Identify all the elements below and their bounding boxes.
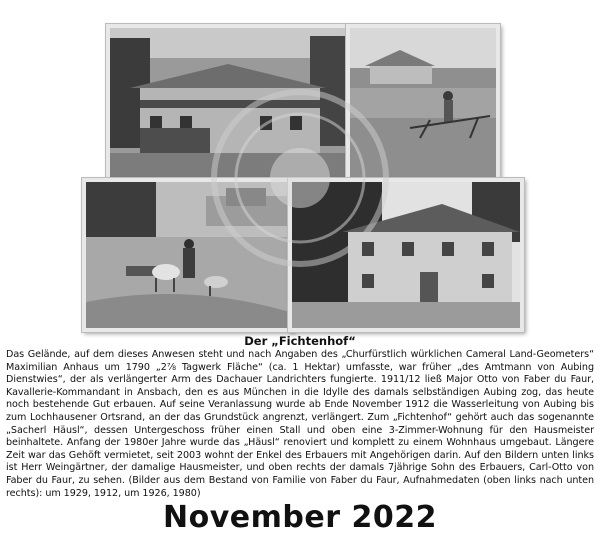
calendar-month-title: November 2022 [163, 500, 437, 535]
photo-goat-cart-1926 [82, 178, 294, 332]
caption-title: Der „Fichtenhof“ [244, 334, 356, 348]
photo-boy-plough-1912 [346, 24, 500, 182]
caption-body: Das Gelände, auf dem dieses Anwesen steht und nach Angaben des „Churfürstlich würklichen Cameral Land-Geometers“ Maximilian Anhaus um 1790 „2⅞ Tagwerk Fläche“ (ca. 1 Hektar) umfasste, war früher „des Amtmann von Aubing Dienstwies“, der als verlängerter Arm des Dachauer Landrichters fungierte. 1911/12 ließ Major Otto von Faber du Faur, Kavallerie-Kommandant in Ansbach, den es aus München in die Idylle des damals selbständigen Aubing zog, das heute noch bestehende Gut erbauen. Auf seine Veranlassung wurde ab Ende November 1912 die Wasserleitung von Aubing bis zum Lochhausener Ortsrand, an der das Grundstück angrenzt, verlängert. Zum „Fichtenhof“ gehört auch das sogenannte „Sacherl Häusl“, dessen Untergeschoss früher einen Stall und oben eine 3-Zimmer-Wohnung für den Hausmeister beinhaltete. Anfang der 1980er Jahre wurde das „Häusl“ renoviert und komplett zu einem Wohnhaus umgebaut. Längere Zeit war das Gehöft vermietet, seit 2003 wohnt der Enkel des Erbauers mit Angehörigen darin. Auf den Bildern unten links ist Herr Weingärtner, der damalige Hausmeister, und oben rechts der damals 7jährige Sohn des Erbauers, Carl-Otto von Faber du Faur, zu sehen. (Bilder aus dem Bestand von Familie von Faber du Faur, Aufnahmedaten (oben links nach unten rechts): um 1929, 1912, um 1926, 1980) [6, 349, 594, 499]
photo-collage [80, 18, 520, 330]
photo-farmhouse-1929 [106, 24, 350, 182]
photo-farmhouse-1980 [288, 178, 524, 332]
